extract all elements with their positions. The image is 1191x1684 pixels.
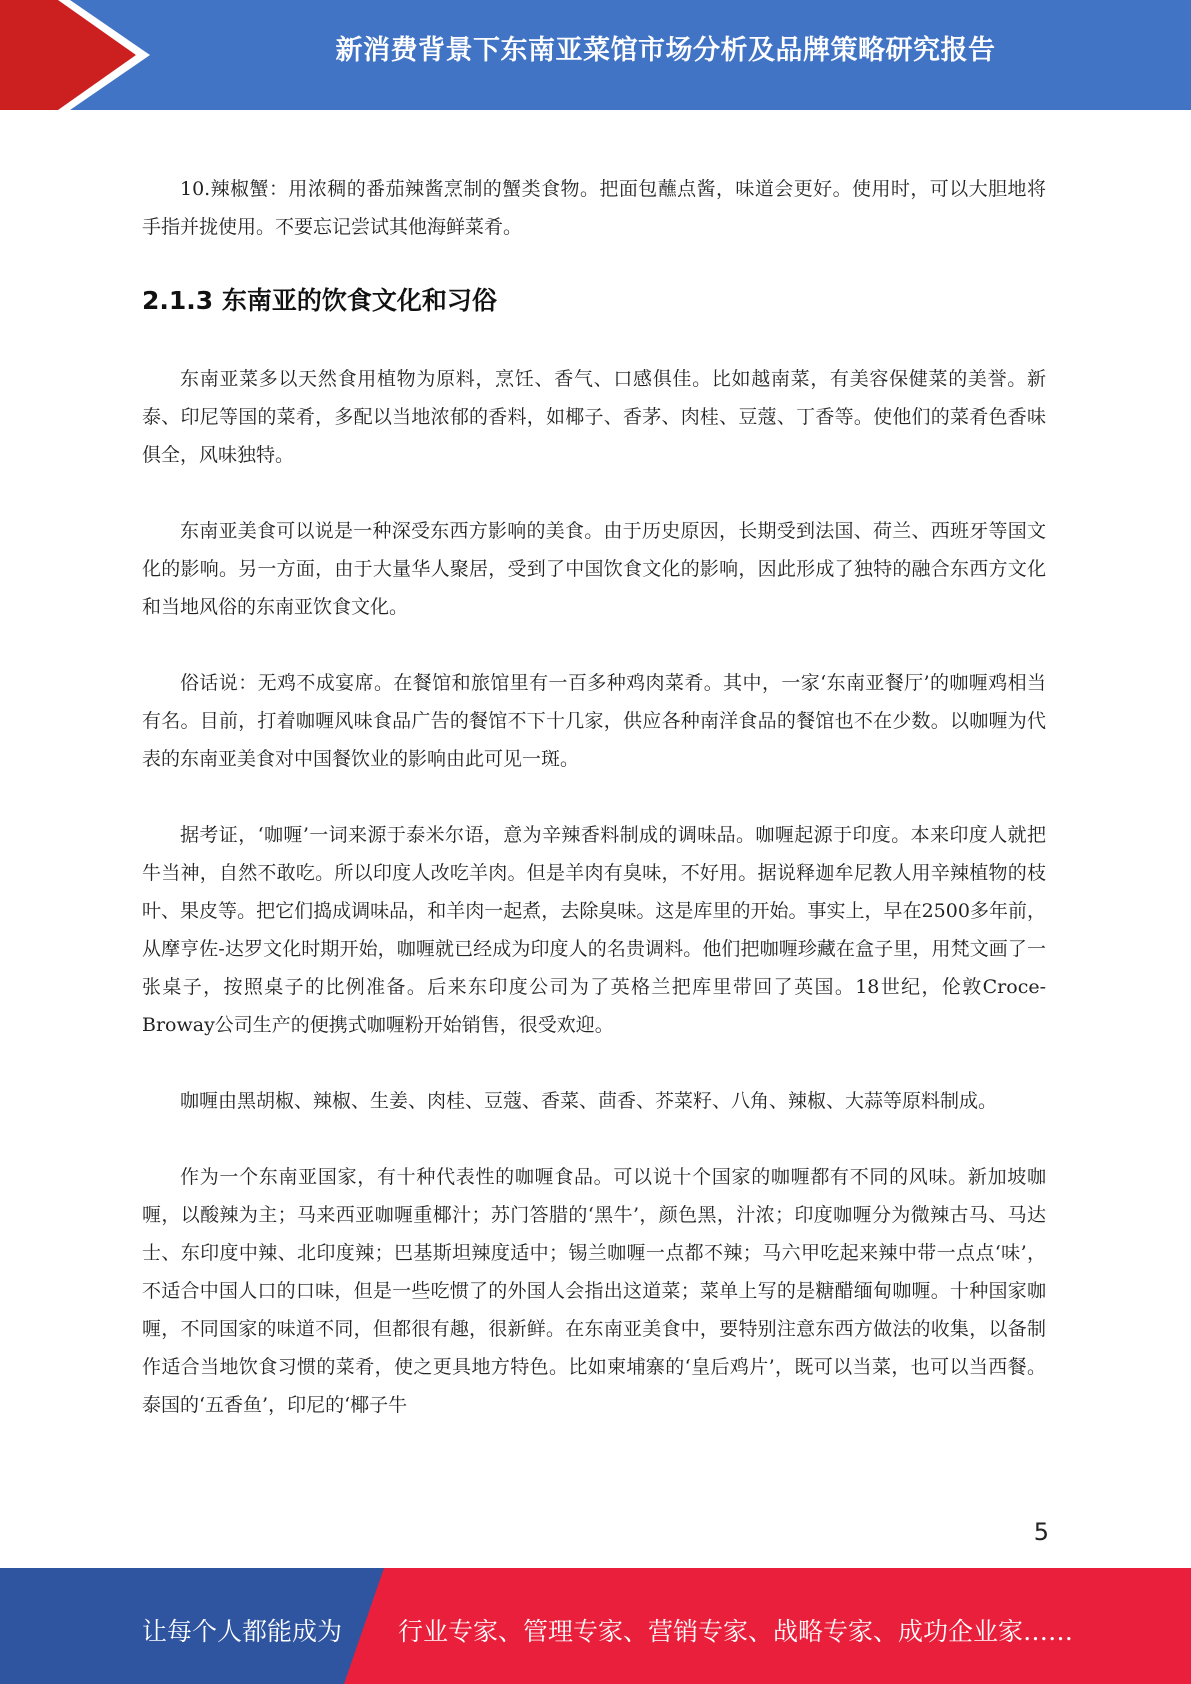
- document-body: [142, 170, 1046, 1462]
- paragraph-ingredients: 东南亚菜多以天然食用植物为原料，烹饪、香气、口感俱佳。比如越南菜，有美容保健菜的美誉。新泰、印尼等国的菜肴，多配以当地浓郁的香料，如椰子、香茅、肉桂、豆蔻、丁香等。使他们的菜肴色香味俱全，风味独特。: [142, 368, 1046, 466]
- footer-slogan-right: 行业专家、管理专家、营销专家、战略专家、成功企业家……: [398, 1617, 1074, 1646]
- paragraph-curry-ingredients: 咖喱由黑胡椒、辣椒、生姜、肉桂、豆蔻、香菜、茴香、芥菜籽、八角、辣椒、大蒜等原料制成。: [180, 1090, 998, 1112]
- paragraph-chili-crab: 10.辣椒蟹：用浓稠的番茄辣酱烹制的蟹类食物。把面包蘸点酱，味道会更好。使用时，可以大胆地将手指并拢使用。不要忘记尝试其他海鲜菜肴。: [142, 178, 1046, 238]
- section-heading: 2.1.3 东南亚的饮食文化和习俗: [142, 286, 497, 315]
- page-footer: [0, 1568, 1191, 1684]
- report-title: 新消费背景下东南亚菜馆市场分析及品牌策略研究报告: [335, 35, 996, 66]
- footer-slogan-left: 让每个人都能成为: [142, 1617, 343, 1646]
- header-chevron-decoration: [0, 0, 160, 110]
- paragraph-curry-origin: 据考证，‘咖喱’一词来源于泰米尔语，意为辛辣香料制成的调味品。咖喱起源于印度。本来印度人就把牛当神，自然不敢吃。所以印度人改吃羊肉。但是羊肉有臭味，不好用。据说释迦牟尼教人用辛辣植物的枝叶、果皮等。把它们捣成调味品，和羊肉一起煮，去除臭味。这是库里的开始。事实上，早在2500多年前，从摩亨佐-达罗文化时期开始，咖喱就已经成为印度人的名贵调料。他们把咖喱珍藏在盒子里，用梵文画了一张桌子，按照桌子的比例准备。后来东印度公司为了英格兰把库里带回了英国。18世纪，伦敦Croce-Broway公司生产的便携式咖喱粉开始销售，很受欢迎。: [142, 824, 1046, 1036]
- page-header: [0, 0, 1191, 110]
- paragraph-curry-varieties: 作为一个东南亚国家，有十种代表性的咖喱食品。可以说十个国家的咖喱都有不同的风味。新加坡咖喱，以酸辣为主；马来西亚咖喱重椰汁；苏门答腊的‘黑牛’，颜色黑，汁浓；印度咖喱分为微辣古马、马达士、东印度中辣、北印度辣；巴基斯坦辣度适中；锡兰咖喱一点都不辣；马六甲吃起来辣中带一点点‘味’，不适合中国人口的口味，但是一些吃惯了的外国人会指出这道菜；菜单上写的是糖醋缅甸咖喱。十种国家咖喱，不同国家的味道不同，但都很有趣，很新鲜。在东南亚美食中，要特别注意东西方做法的收集，以备制作适合当地饮食习惯的菜肴，使之更具地方特色。比如柬埔寨的‘皇后鸡片’，既可以当菜，也可以当西餐。泰国的‘五香鱼’，印尼的‘椰子牛: [142, 1166, 1046, 1416]
- page-number: 5: [1033, 1518, 1049, 1546]
- paragraph-chicken-dishes: 俗话说：无鸡不成宴席。在餐馆和旅馆里有一百多种鸡肉菜肴。其中，一家‘东南亚餐厅’的咖喱鸡相当有名。目前，打着咖喱风味食品广告的餐馆不下十几家，供应各种南洋食品的餐馆也不在少数。以咖喱为代表的东南亚美食对中国餐饮业的影响由此可见一斑。: [142, 672, 1046, 770]
- paragraph-east-west-influence: 东南亚美食可以说是一种深受东西方影响的美食。由于历史原因，长期受到法国、荷兰、西班牙等国文化的影响。另一方面，由于大量华人聚居，受到了中国饮食文化的影响，因此形成了独特的融合东西方文化和当地风俗的东南亚饮食文化。: [142, 520, 1046, 618]
